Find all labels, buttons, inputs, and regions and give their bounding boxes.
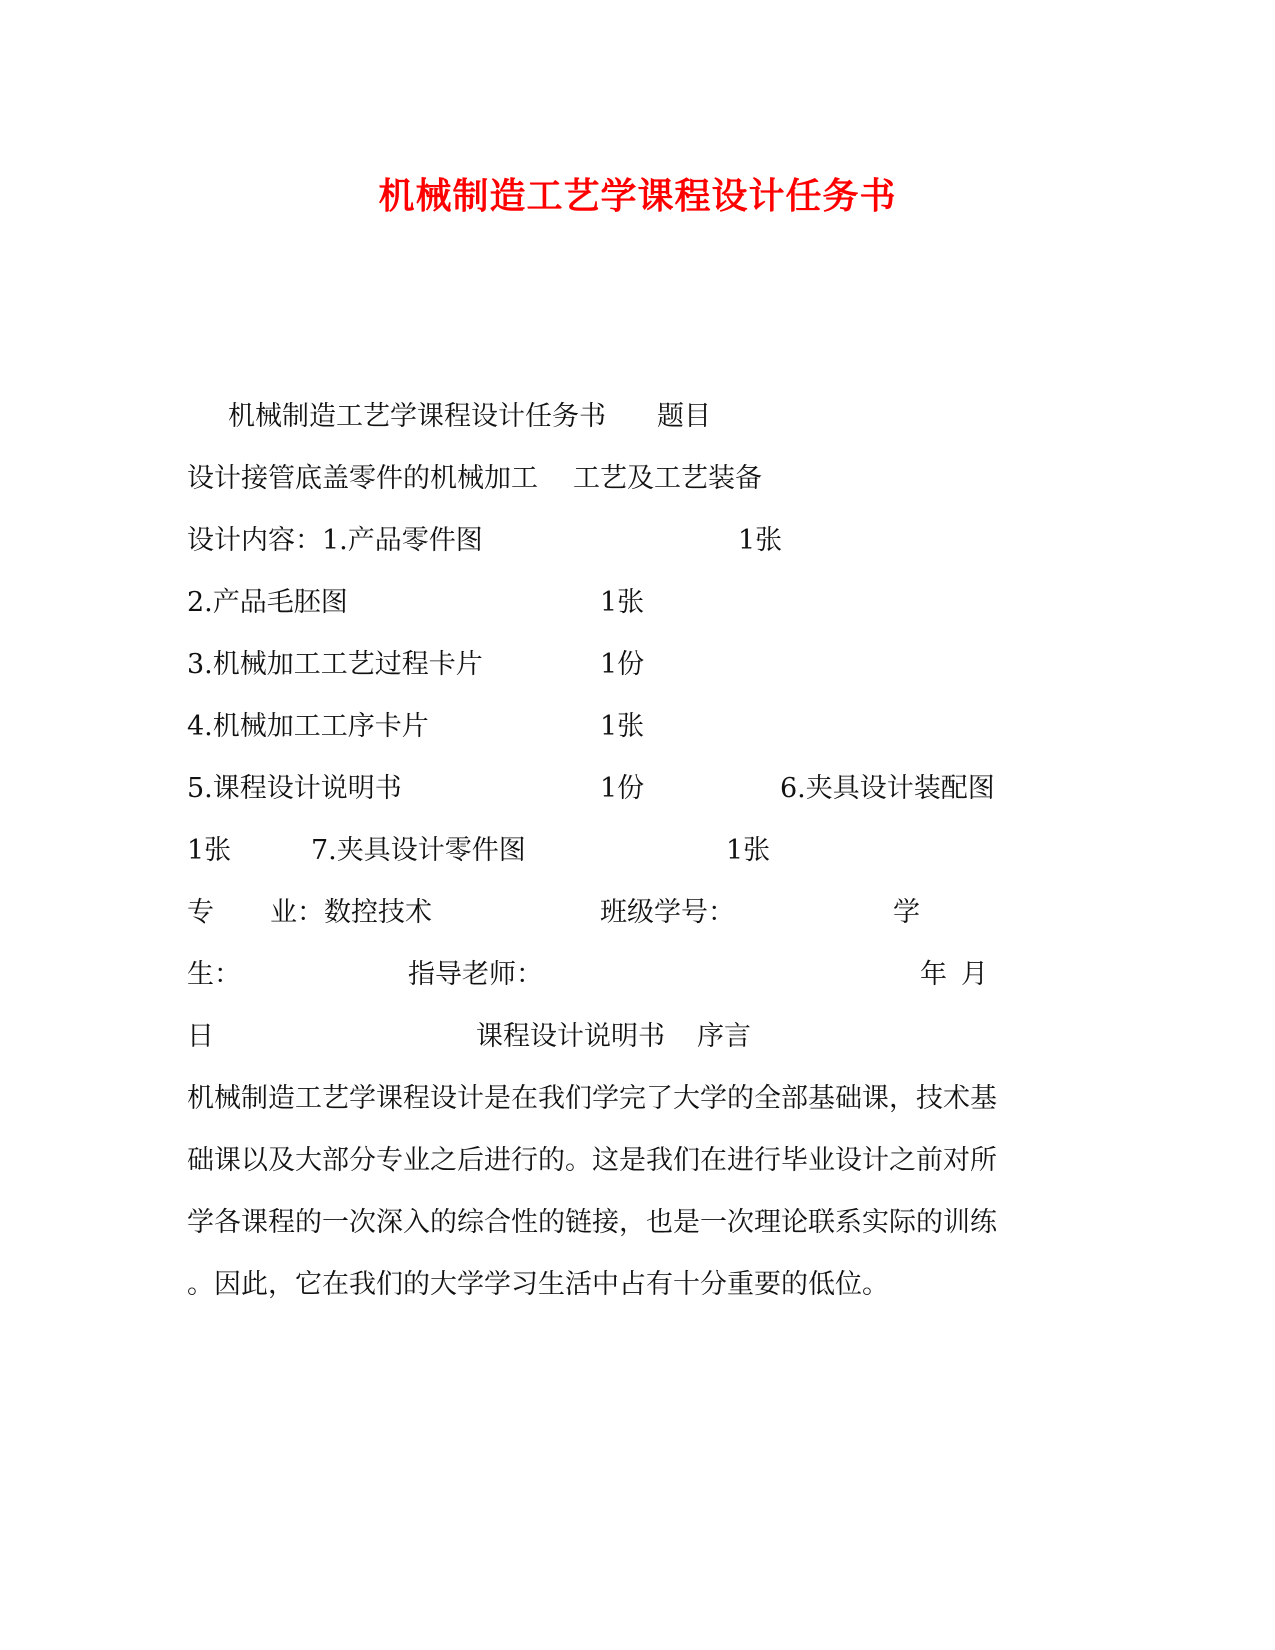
content-item6-name: 6.夹具设计装配图 (780, 773, 995, 804)
topic-part1: 设计接管底盖零件的机械加工 (187, 463, 538, 494)
preface-line: 机械制造工艺学课程设计是在我们学完了大学的全部基础课，技术基 (187, 1083, 997, 1114)
content-item-name: 2.产品毛胚图 (187, 587, 348, 618)
content-qty-1: 1张 (738, 525, 783, 556)
preface-line: 础课以及大部分专业之后进行的。这是我们在进行毕业设计之前对所 (187, 1145, 997, 1176)
document-title: 机械制造工艺学课程设计任务书 (378, 175, 897, 217)
content-item-qty: 1份 (600, 649, 645, 680)
content-item-qty: 1份 (600, 773, 645, 804)
major-label-value: 业：数控技术 (270, 897, 432, 928)
heading-subject-label: 题目 (657, 401, 711, 432)
topic-part2: 工艺及工艺装备 (573, 463, 762, 494)
content-item-qty: 1张 (600, 711, 645, 742)
content-item-name: 3.机械加工工艺过程卡片 (187, 649, 483, 680)
content-label: 设计内容：1.产品零件图 (187, 525, 483, 556)
content-item6-qty: 1张 (187, 835, 232, 866)
date-year-label: 年 (920, 959, 947, 990)
student-label-char1: 学 (893, 897, 920, 928)
date-day-label: 日 (187, 1021, 214, 1052)
content-item-name: 5.课程设计说明书 (187, 773, 402, 804)
major-label-char1: 专 (187, 897, 214, 928)
preface-line: 学各课程的一次深入的综合性的链接，也是一次理论联系实际的训练 (187, 1207, 997, 1238)
preface-heading-2: 序言 (697, 1021, 751, 1052)
content-item7-name: 7.夹具设计零件图 (311, 835, 526, 866)
advisor-label: 指导老师： (408, 959, 543, 990)
class-number-label: 班级学号： (600, 897, 735, 928)
preface-heading: 课程设计说明书 (476, 1021, 665, 1052)
content-item-qty: 1张 (600, 587, 645, 618)
date-month-label: 月 (961, 959, 988, 990)
content-item-name: 4.机械加工工序卡片 (187, 711, 429, 742)
heading-name: 机械制造工艺学课程设计任务书 (228, 401, 606, 432)
content-item7-qty: 1张 (726, 835, 771, 866)
preface-line: 。因此，它在我们的大学学习生活中占有十分重要的低位。 (187, 1269, 889, 1300)
student-label-char2: 生： (187, 959, 241, 990)
